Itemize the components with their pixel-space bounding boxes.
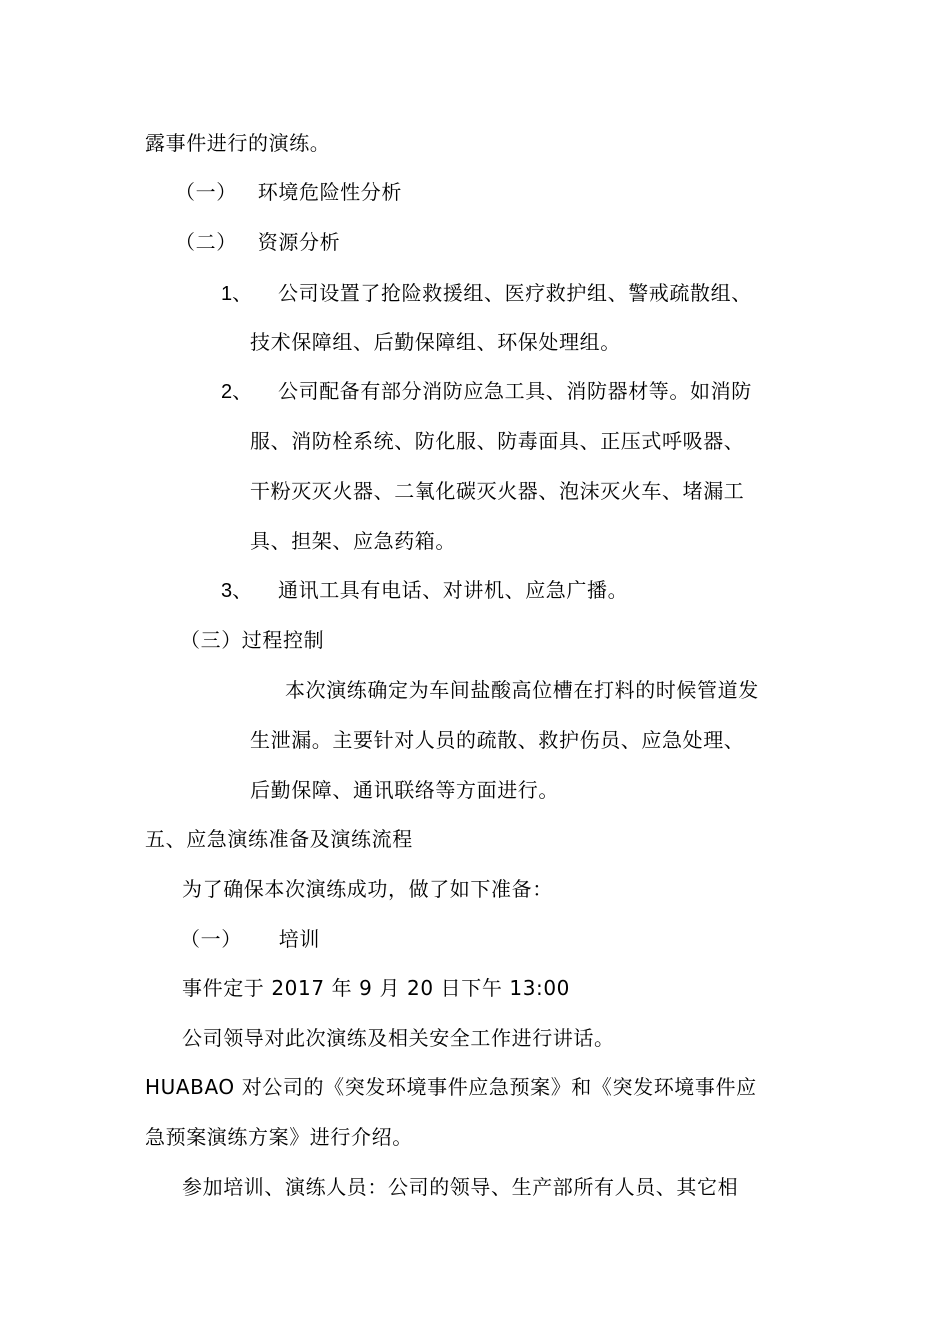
paragraph-preparation-intro: 为了确保本次演练成功，做了如下准备： — [182, 877, 553, 901]
subheading-process-control: （三）过程控制 — [180, 628, 325, 652]
subheading-text: 环境危险性分析 — [257, 180, 402, 204]
paragraph-drill-scenario-continuation: 生泄漏。主要针对人员的疏散、救护伤员、应急处理、 — [250, 728, 745, 752]
list-marker: （一） — [180, 927, 242, 951]
list-item-2-continuation: 具、担架、应急药箱。 — [250, 529, 456, 553]
list-item-1 — [221, 281, 752, 306]
list-item-2 — [221, 379, 752, 404]
list-marker: 2、 — [221, 381, 253, 403]
list-marker: 3、 — [221, 580, 253, 602]
paragraph-continuation: 露事件进行的演练。 — [145, 131, 331, 155]
paragraph-drill-scenario-continuation: 后勤保障、通讯联络等方面进行。 — [250, 778, 559, 802]
list-item-text: 公司配备有部分消防应急工具、消防器材等。如消防 — [278, 379, 752, 403]
subheading-resource-analysis — [175, 230, 340, 254]
subheading-environment-risk — [175, 180, 402, 204]
list-item-2-continuation: 服、消防栓系统、防化服、防毒面具、正压式呼吸器、 — [250, 429, 745, 453]
list-item-3 — [221, 578, 629, 603]
subheading-training — [180, 927, 320, 951]
list-item-text: 通讯工具有电话、对讲机、应急广播。 — [278, 578, 629, 602]
list-item-1-continuation: 技术保障组、后勤保障组、环保处理组。 — [250, 330, 621, 354]
list-item-2-continuation: 干粉灭灭火器、二氧化碳灭火器、泡沫灭火车、堵漏工 — [250, 479, 745, 503]
paragraph-drill-scenario: 本次演练确定为车间盐酸高位槽在打料的时候管道发 — [285, 678, 759, 702]
section-heading-5: 五、应急演练准备及演练流程 — [145, 827, 413, 851]
paragraph-leader-speech: 公司领导对此次演练及相关安全工作进行讲话。 — [182, 1026, 615, 1050]
list-marker: 1、 — [221, 283, 253, 305]
paragraph-plan-introduction: HUABAO 对公司的《突发环境事件应急预案》和《突发环境事件应 — [145, 1075, 757, 1099]
list-marker: （二） — [175, 230, 237, 254]
subheading-text: 资源分析 — [257, 230, 341, 254]
list-marker: （一） — [175, 180, 237, 204]
paragraph-participants: 参加培训、演练人员：公司的领导、生产部所有人员、其它相 — [182, 1175, 739, 1199]
list-item-text: 公司设置了抢险救援组、医疗救护组、警戒疏散组、 — [278, 281, 752, 305]
paragraph-plan-introduction-continuation: 急预案演练方案》进行介绍。 — [145, 1125, 413, 1149]
subheading-text: 培训 — [278, 927, 320, 951]
paragraph-event-time: 事件定于 2017 年 9 月 20 日下午 13:00 — [182, 976, 571, 1000]
